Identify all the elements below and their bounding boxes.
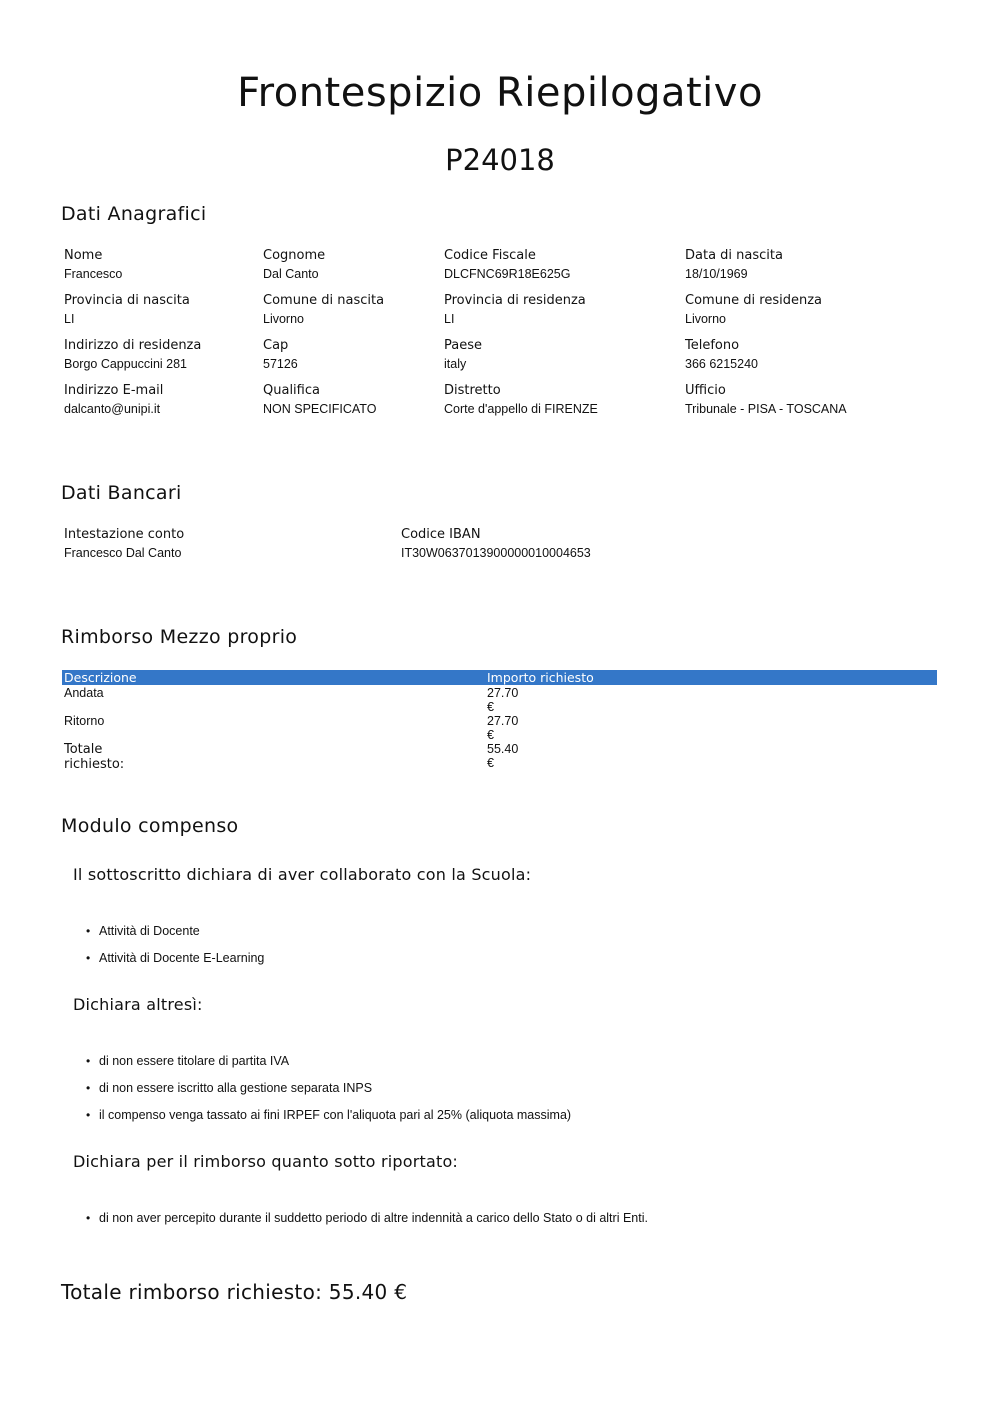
field-label: Cap	[263, 338, 289, 353]
field-distretto	[444, 381, 598, 416]
list-item: • di non aver percepito durante il suddetto periodo di altre indennità a carico dello Stato o di altri Enti.	[86, 1210, 648, 1237]
field-value: Francesco	[64, 267, 123, 281]
field-label: Cognome	[263, 248, 326, 263]
section-heading-bancari: Dati Bancari	[61, 482, 182, 504]
field-provincia-di-residenza	[444, 291, 586, 326]
field-value: 57126	[263, 357, 298, 371]
declaration-list	[86, 1210, 648, 1237]
column-header-importo: Importo richiesto	[487, 670, 594, 685]
page-title: Frontespizio Riepilogativo	[237, 70, 763, 116]
column-header-descrizione: Descrizione	[64, 670, 137, 685]
table-cell: Ritorno	[64, 714, 105, 728]
field-provincia-di-nascita	[64, 291, 190, 326]
field-label: Indirizzo E-mail	[64, 383, 164, 398]
field-paese	[444, 336, 482, 371]
section-heading-compenso: Modulo compenso	[61, 815, 239, 837]
table-cell-total-label: Totale richiesto:	[64, 742, 125, 772]
field-telefono	[685, 336, 758, 371]
field-intestazione-conto	[64, 525, 184, 560]
declaration-list	[86, 923, 264, 977]
field-label: Indirizzo di residenza	[64, 338, 202, 353]
field-ufficio	[685, 381, 847, 416]
field-label: Telefono	[685, 338, 740, 353]
field-codice-fiscale	[444, 246, 570, 281]
field-indirizzo-e-mail	[64, 381, 163, 416]
field-label: Comune di nascita	[263, 293, 385, 308]
field-comune-di-nascita	[263, 291, 384, 326]
field-value: Dal Canto	[263, 267, 319, 281]
document-code: P24018	[445, 143, 555, 177]
field-label: Paese	[444, 338, 482, 353]
table-cell: 27.70 €	[487, 714, 519, 742]
field-label: Codice IBAN	[401, 527, 481, 542]
table-cell: 27.70 €	[487, 686, 519, 714]
list-item: • il compenso venga tassato ai fini IRPEF con l'aliquota pari al 25% (aliquota massima)	[86, 1107, 571, 1134]
list-item: • di non essere iscritto alla gestione separata INPS	[86, 1080, 571, 1107]
list-item: • di non essere titolare di partita IVA	[86, 1053, 571, 1080]
field-value: Tribunale - PISA - TOSCANA	[685, 402, 847, 416]
field-label: Ufficio	[685, 383, 726, 398]
field-value: Francesco Dal Canto	[64, 546, 182, 560]
field-value: DLCFNC69R18E625G	[444, 267, 571, 281]
field-label: Qualifica	[263, 383, 320, 398]
total-reimbursement: Totale rimborso richiesto: 55.40 €	[61, 1280, 408, 1304]
field-value: Borgo Cappuccini 281	[64, 357, 187, 371]
declaration-list	[86, 1053, 571, 1134]
field-cognome	[263, 246, 325, 281]
field-indirizzo-di-residenza	[64, 336, 201, 371]
field-nome	[64, 246, 122, 281]
field-label: Intestazione conto	[64, 527, 185, 542]
list-item: • Attività di Docente E-Learning	[86, 950, 264, 977]
field-value: IT30W0637013900000010004653	[401, 546, 591, 560]
field-value: 366 6215240	[685, 357, 758, 371]
field-value: Livorno	[263, 312, 304, 326]
field-value: Livorno	[685, 312, 726, 326]
declaration-title: Dichiara altresì:	[73, 995, 203, 1014]
field-value: NON SPECIFICATO	[263, 402, 377, 416]
rimborso-table-header	[62, 670, 937, 685]
field-label: Provincia di nascita	[64, 293, 190, 308]
section-heading-rimborso: Rimborso Mezzo proprio	[61, 626, 298, 648]
field-value: LI	[444, 312, 455, 326]
section-heading-anagrafica: Dati Anagrafici	[61, 203, 207, 225]
field-value: LI	[64, 312, 75, 326]
field-value: dalcanto@unipi.it	[64, 402, 161, 416]
field-label: Distretto	[444, 383, 501, 398]
declaration-title: Il sottoscritto dichiara di aver collaborato con la Scuola:	[73, 865, 532, 884]
field-codice-iban	[401, 525, 591, 560]
field-comune-di-residenza	[685, 291, 822, 326]
field-label: Nome	[64, 248, 103, 263]
field-value: Corte d'appello di FIRENZE	[444, 402, 598, 416]
field-label: Comune di residenza	[685, 293, 823, 308]
field-qualifica	[263, 381, 376, 416]
field-label: Data di nascita	[685, 248, 783, 263]
field-cap	[263, 336, 298, 371]
field-label: Codice Fiscale	[444, 248, 536, 263]
table-cell-total-value: 55.40 €	[487, 742, 519, 770]
field-label: Provincia di residenza	[444, 293, 586, 308]
field-value: italy	[444, 357, 467, 371]
table-cell: Andata	[64, 686, 104, 700]
field-data-di-nascita	[685, 246, 783, 281]
list-item: • Attività di Docente	[86, 923, 264, 950]
field-value: 18/10/1969	[685, 267, 748, 281]
declaration-title: Dichiara per il rimborso quanto sotto riportato:	[73, 1152, 459, 1171]
